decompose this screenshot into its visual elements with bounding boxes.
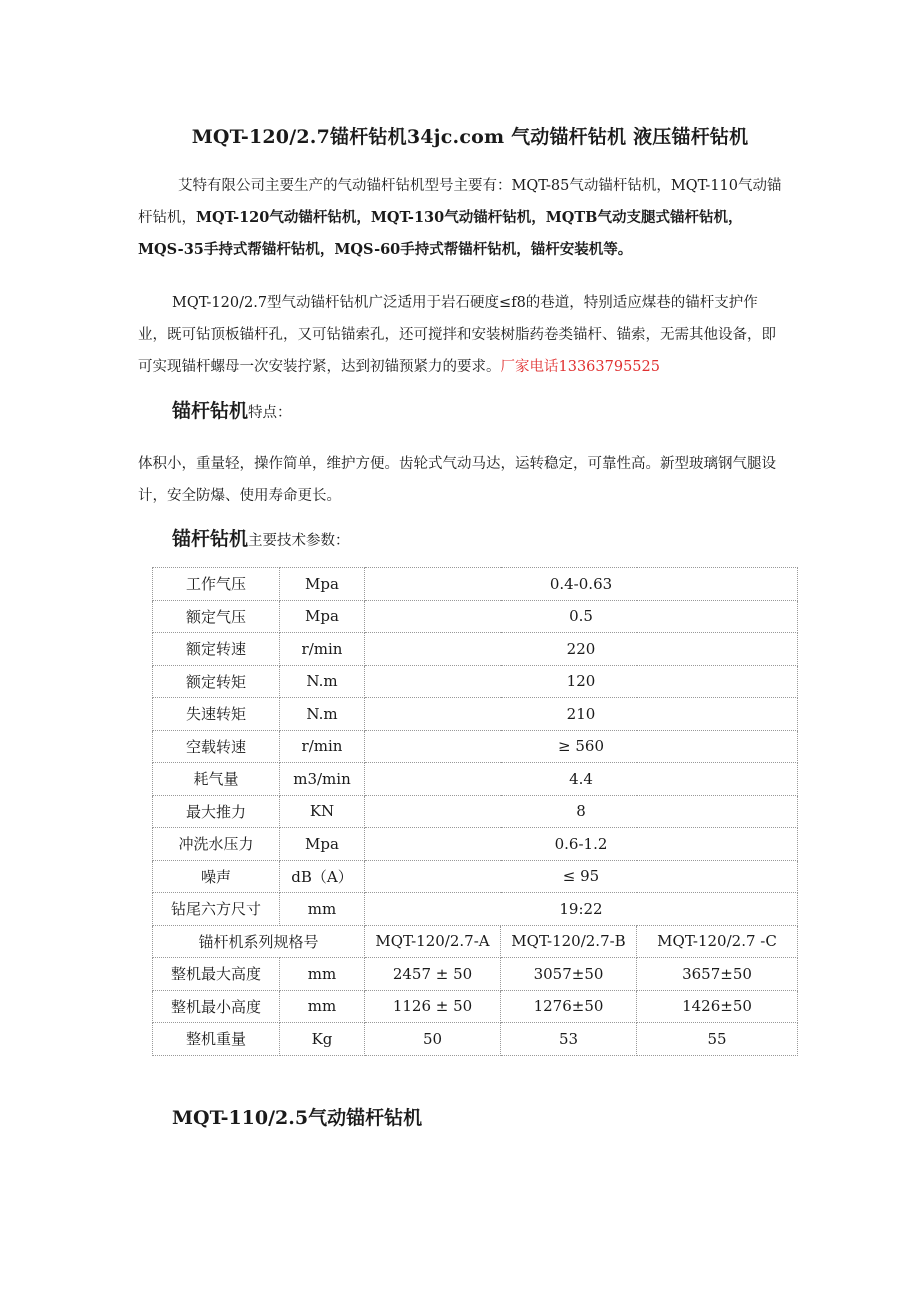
param-value-cell: 210: [365, 698, 798, 731]
table-row: [153, 633, 798, 666]
param-unit-cell: Mpa: [280, 568, 365, 601]
param-value-cell: 0.6-1.2: [365, 828, 798, 861]
param-name-cell: 额定转速: [153, 633, 280, 666]
intro-paragraph: [138, 170, 783, 266]
intro-lead: 艾特有限公司主要生产的气动锚杆钻机型号主要有：MQT-85气动锚杆钻机，MQT-110气动锚杆钻机，: [138, 178, 782, 226]
param-unit-cell: N.m: [280, 698, 365, 731]
param-name-cell: 耗气量: [153, 763, 280, 796]
param-name-cell: 最大推力: [153, 795, 280, 828]
model-c-cell: MQT-120/2.7 -C: [637, 925, 798, 958]
table-row: [153, 665, 798, 698]
param-name-cell: 钻尾六方尺寸: [153, 893, 280, 926]
table-row: [153, 990, 798, 1023]
phone-text: 厂家电话13363795525: [500, 359, 660, 375]
param-value-cell: 120: [365, 665, 798, 698]
param-unit-cell: dB（A）: [280, 860, 365, 893]
model-a-cell: MQT-120/2.7-A: [365, 925, 501, 958]
param-name-cell: 整机重量: [153, 1023, 280, 1056]
model-b-value-cell: 1276±50: [501, 990, 637, 1023]
param-unit-cell: Kg: [280, 1023, 365, 1056]
param-value-cell: 19:22: [365, 893, 798, 926]
table-row: [153, 730, 798, 763]
table-row: [153, 893, 798, 926]
table-row: [153, 795, 798, 828]
param-name-cell: 额定转矩: [153, 665, 280, 698]
spec-table: [152, 567, 798, 1056]
model-a-value-cell: 1126 ± 50: [365, 990, 501, 1023]
features-heading: 锚杆钻机特点：: [172, 400, 292, 422]
model-c-value-cell: 1426±50: [637, 990, 798, 1023]
table-row: [153, 925, 798, 958]
param-name-cell: 噪声: [153, 860, 280, 893]
table-row: [153, 763, 798, 796]
param-value-cell: 220: [365, 633, 798, 666]
model-c-value-cell: 55: [637, 1023, 798, 1056]
model-a-value-cell: 50: [365, 1023, 501, 1056]
param-name-cell: 工作气压: [153, 568, 280, 601]
param-unit-cell: r/min: [280, 730, 365, 763]
table-row: [153, 1023, 798, 1056]
description-paragraph: [138, 287, 783, 383]
intro-bold: MQT-120气动锚杆钻机，MQT-130气动锚杆钻机，MQTB气动支腿式锚杆钻机，MQS-35手持式帮锚杆钻机，MQS-60手持式帮锚杆钻机，锚杆安装机等。: [138, 209, 743, 258]
param-name-cell: 整机最小高度: [153, 990, 280, 1023]
param-name-cell: 额定气压: [153, 600, 280, 633]
param-name-cell: 整机最大高度: [153, 958, 280, 991]
param-unit-cell: Mpa: [280, 600, 365, 633]
page-title: MQT-120/2.7锚杆钻机34jc.com 气动锚杆钻机 液压锚杆钻机: [191, 126, 749, 148]
param-value-cell: 0.5: [365, 600, 798, 633]
table-row: [153, 828, 798, 861]
table-row: [153, 568, 798, 601]
table-row: [153, 698, 798, 731]
param-value-cell: 4.4: [365, 763, 798, 796]
model-a-value-cell: 2457 ± 50: [365, 958, 501, 991]
param-unit-cell: KN: [280, 795, 365, 828]
param-unit-cell: mm: [280, 958, 365, 991]
param-unit-cell: Mpa: [280, 828, 365, 861]
param-unit-cell: m3/min: [280, 763, 365, 796]
model-header-cell: 锚杆机系列规格号: [153, 925, 365, 958]
param-name-cell: 冲洗水压力: [153, 828, 280, 861]
model-b-cell: MQT-120/2.7-B: [501, 925, 637, 958]
description-text: MQT-120/2.7型气动锚杆钻机广泛适用于岩石硬度≤f8的巷道，特别适应煤巷的锚杆支护作业，既可钻顶板锚杆孔，又可钻锚索孔，还可搅拌和安装树脂药卷类锚杆、锚索，无需其他设备，即可实现锚杆螺母一次安装拧紧，达到初锚预紧力的要求。: [138, 295, 776, 375]
table-row: [153, 958, 798, 991]
param-unit-cell: mm: [280, 893, 365, 926]
param-unit-cell: mm: [280, 990, 365, 1023]
features-paragraph: 体积小，重量轻，操作简单，维护方便。齿轮式气动马达，运转稳定，可靠性高。新型玻璃钢气腿设计，安全防爆、使用寿命更长。: [138, 456, 776, 504]
table-row: [153, 860, 798, 893]
param-unit-cell: r/min: [280, 633, 365, 666]
model-c-value-cell: 3657±50: [637, 958, 798, 991]
param-value-cell: 0.4-0.63: [365, 568, 798, 601]
model-b-value-cell: 3057±50: [501, 958, 637, 991]
param-name-cell: 空载转速: [153, 730, 280, 763]
params-heading: 锚杆钻机主要技术参数：: [172, 528, 350, 550]
table-row: [153, 600, 798, 633]
param-value-cell: ≤ 95: [365, 860, 798, 893]
next-section-heading: MQT-110/2.5气动锚杆钻机: [172, 1107, 423, 1129]
param-value-cell: 8: [365, 795, 798, 828]
model-b-value-cell: 53: [501, 1023, 637, 1056]
param-name-cell: 失速转矩: [153, 698, 280, 731]
param-value-cell: ≥ 560: [365, 730, 798, 763]
param-unit-cell: N.m: [280, 665, 365, 698]
